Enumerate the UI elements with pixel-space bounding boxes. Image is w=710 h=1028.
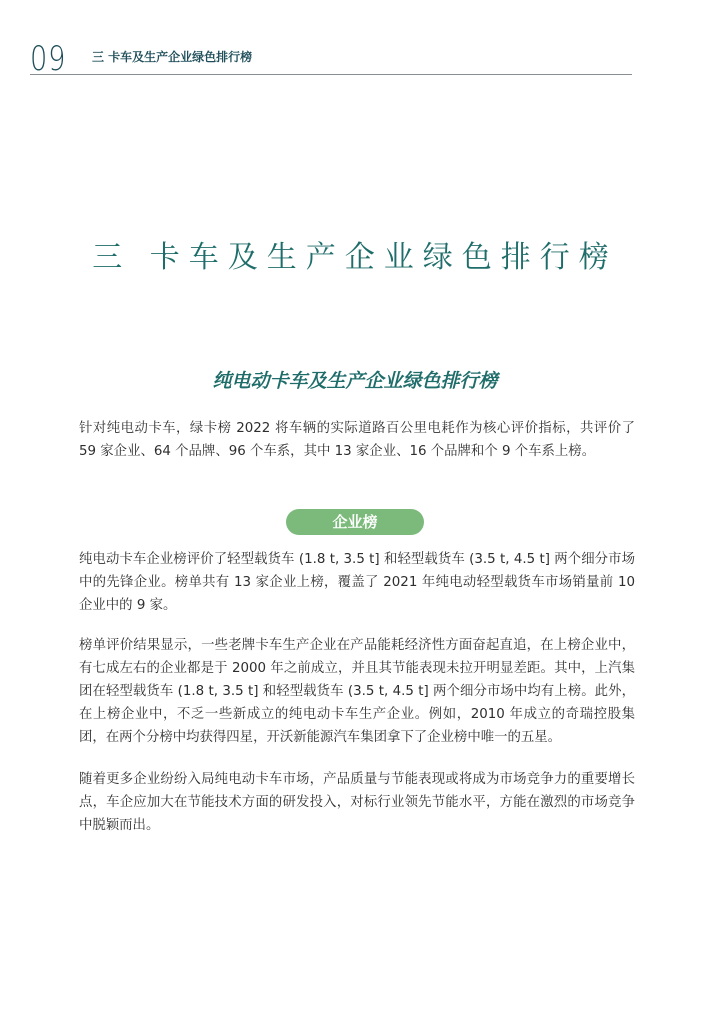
page-header <box>30 39 632 79</box>
body-paragraph: 榜单评价结果显示，一些老牌卡车生产企业在产品能耗经济性方面奋起直追，在上榜企业中，有七成左右的企业都是于 2000 年之前成立，并且其节能表现未拉开明显差距。其中，上汽集团在轻型载货车 (1.8 t, 3.5 t] 和轻型载货车 (3.5 t, 4.5 t] 两个细分市场中均有上榜。此外，在上榜企业中，不乏一些新成立的纯电动卡车生产企业。例如，2010 年成立的奇瑞控股集团，在两个分榜中均获得四星，开沃新能源汽车集团拿下了企业榜中唯一的五星。 <box>79 638 635 745</box>
body-paragraph: 纯电动卡车企业榜评价了轻型载货车 (1.8 t, 3.5 t] 和轻型载货车 (3.5 t, 4.5 t] 两个细分市场中的先锋企业。榜单共有 13 家企业上榜，覆盖了 2021 年纯电动轻型载货车市场销量前 10 企业中的 9 家。 <box>79 552 635 613</box>
section-title: 纯电动卡车及生产企业绿色排行榜 <box>212 370 498 392</box>
body-paragraph: 随着更多企业纷纷入局纯电动卡车市场，产品质量与节能表现或将成为市场竞争力的重要增长点，车企应加大在节能技术方面的研发投入，对标行业领先节能水平，方能在激烈的市场竞争中脱颖而出。 <box>79 772 635 833</box>
chapter-title: 三 卡车及生产企业绿色排行榜 <box>92 240 618 275</box>
enterprise-ranking-label: 企业榜 <box>286 509 424 535</box>
header-title: 三 卡车及生产企业绿色排行榜 <box>92 50 253 64</box>
page-number: 09 <box>30 39 67 79</box>
intro-paragraph: 针对纯电动卡车，绿卡榜 2022 将车辆的实际道路百公里电耗作为核心评价指标，共评价了 59 家企业、64 个品牌、96 个车系，其中 13 家企业、16 个品牌和个 9 个车系上榜。 <box>79 421 635 459</box>
